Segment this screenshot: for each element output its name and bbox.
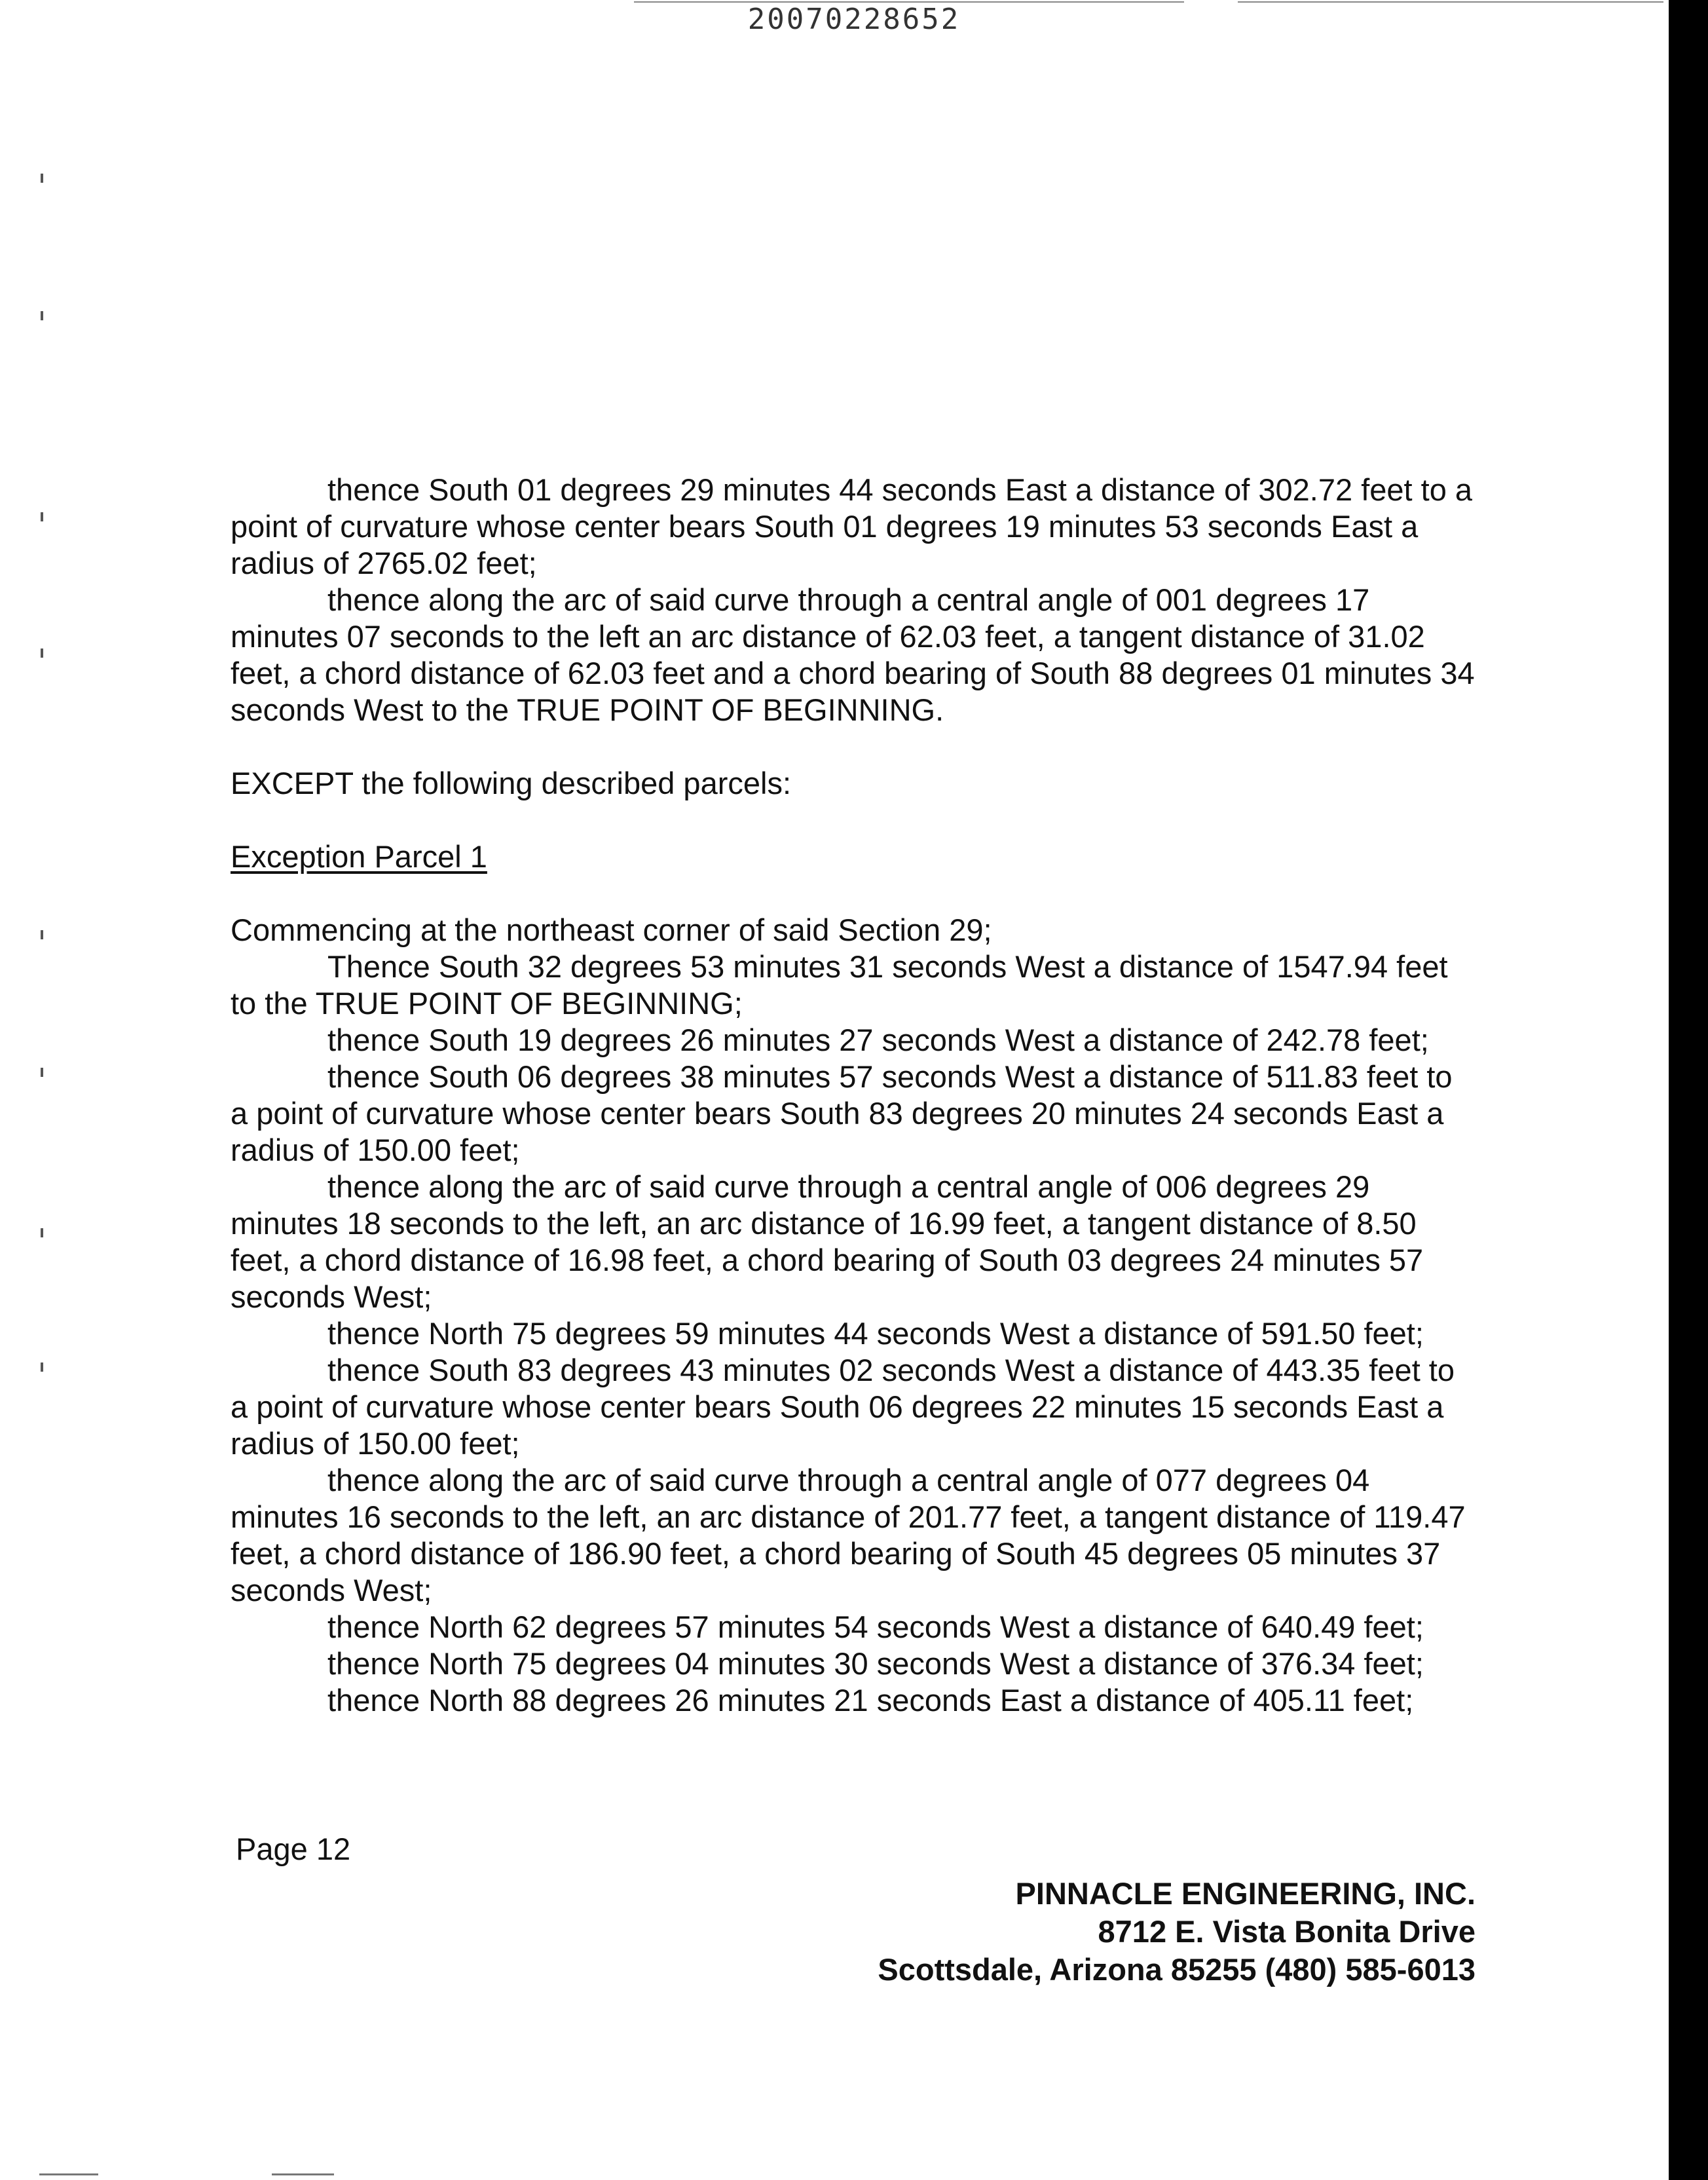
margin-mark bbox=[41, 930, 43, 939]
legal-description bbox=[231, 472, 1475, 1719]
paragraph: EXCEPT the following described parcels: bbox=[231, 766, 792, 800]
margin-mark bbox=[41, 648, 43, 658]
company-address-line-1: 8712 E. Vista Bonita Drive bbox=[1098, 1914, 1476, 1949]
paragraph: thence along the arc of said curve through a central angle of 001 degrees 17 minutes 07 seconds to the left an arc distance of 62.03 feet, a tangent distance of 31.02 feet, a chord distance of 62.03 feet and a chord bearing of South 88 degrees 01 minutes 34 seconds West to the TRUE POINT OF BEGINNING. bbox=[231, 582, 1475, 727]
paragraph: Commencing at the northeast corner of said Section 29; bbox=[231, 912, 992, 947]
scan-edge-bar bbox=[1669, 0, 1708, 2180]
paragraph: thence South 83 degrees 43 minutes 02 seconds West a distance of 443.35 feet to a point of curvature whose center bears South 06 degrees 22 minutes 15 seconds East a radius of 150.00 feet; bbox=[231, 1353, 1455, 1461]
company-address-line-2: Scottsdale, Arizona 85255 (480) 585-6013 bbox=[878, 1952, 1476, 1987]
paragraph: Thence South 32 degrees 53 minutes 31 seconds West a distance of 1547.94 feet to the TRUE POINT OF BEGINNING; bbox=[231, 949, 1448, 1021]
document-number: 20070228652 bbox=[747, 3, 961, 36]
paragraph: thence North 88 degrees 26 minutes 21 seconds East a distance of 405.11 feet; bbox=[327, 1683, 1414, 1718]
margin-mark bbox=[41, 1362, 43, 1372]
paragraph: thence North 75 degrees 04 minutes 30 seconds West a distance of 376.34 feet; bbox=[327, 1646, 1424, 1681]
margin-mark bbox=[41, 174, 43, 183]
margin-mark bbox=[41, 1068, 43, 1077]
paragraph: thence North 62 degrees 57 minutes 54 seconds West a distance of 640.49 feet; bbox=[327, 1609, 1424, 1644]
paragraph: thence along the arc of said curve through a central angle of 006 degrees 29 minutes 18 seconds to the left, an arc distance of 16.99 feet, a tangent distance of 8.50 feet, a chord distance of 16.98 feet, a chord bearing of South 03 degrees 24 minutes 57 seconds West; bbox=[231, 1169, 1424, 1314]
company-name: PINNACLE ENGINEERING, INC. bbox=[1015, 1876, 1476, 1911]
paragraph: thence South 19 degrees 26 minutes 27 seconds West a distance of 242.78 feet; bbox=[327, 1023, 1429, 1057]
margin-mark bbox=[41, 1228, 43, 1237]
margin-mark bbox=[41, 311, 43, 320]
margin-mark bbox=[41, 512, 43, 521]
scan-bottom-rule bbox=[272, 2173, 334, 2175]
page-number: Page 12 bbox=[236, 1832, 351, 1866]
section-heading: Exception Parcel 1 bbox=[231, 839, 487, 874]
paragraph: thence along the arc of said curve through a central angle of 077 degrees 04 minutes 16 seconds to the left, an arc distance of 201.77 feet, a tangent distance of 119.47 feet, a chord distance of 186.90 feet, a chord bearing of South 45 degrees 05 minutes 37 seconds West; bbox=[231, 1463, 1466, 1607]
paragraph: thence South 06 degrees 38 minutes 57 seconds West a distance of 511.83 feet to a point of curvature whose center bears South 83 degrees 20 minutes 24 seconds East a radius of 150.00 feet; bbox=[231, 1059, 1453, 1167]
scan-bottom-rule bbox=[39, 2173, 98, 2175]
paragraph: thence North 75 degrees 59 minutes 44 seconds West a distance of 591.50 feet; bbox=[327, 1316, 1424, 1351]
paragraph: thence South 01 degrees 29 minutes 44 seconds East a distance of 302.72 feet to a point of curvature whose center bears South 01 degrees 19 minutes 53 seconds East a radius of 2765.02 feet; bbox=[231, 472, 1473, 580]
company-footer bbox=[878, 1875, 1476, 1989]
